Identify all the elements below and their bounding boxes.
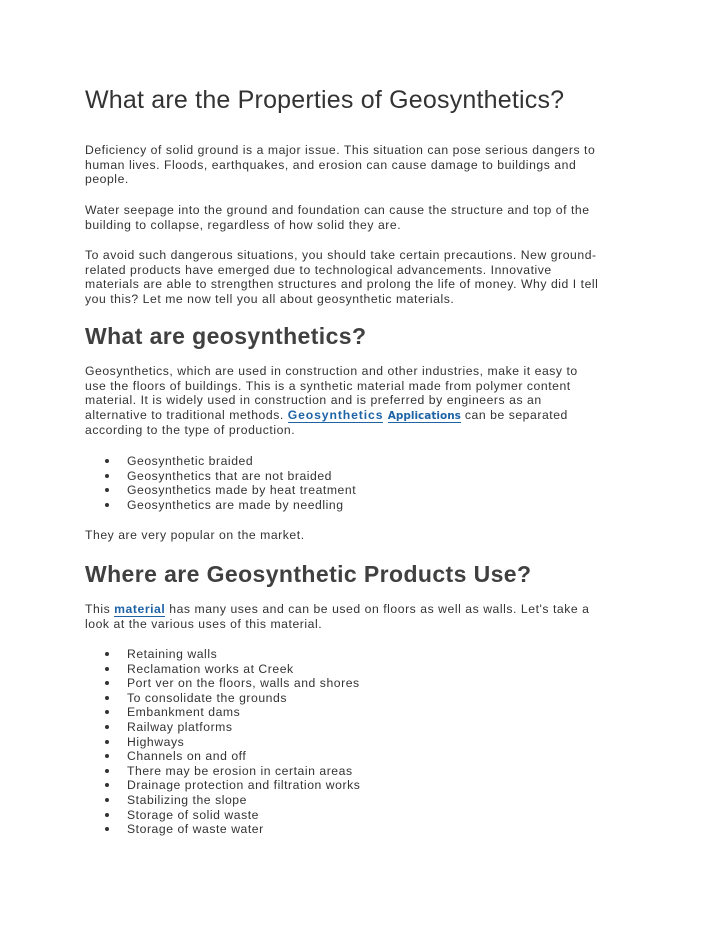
list-item: [85, 691, 360, 706]
material-link[interactable]: [114, 602, 165, 617]
intro-paragraph-3: [85, 248, 640, 306]
bullet-icon: [105, 827, 109, 831]
text-line: according to the type of production.: [85, 423, 296, 438]
list-item: [85, 469, 356, 484]
list-item-label: Highways: [127, 734, 185, 749]
list-item: [85, 662, 360, 677]
list-item: [85, 735, 360, 750]
bullet-icon: [105, 710, 109, 714]
bullet-icon: [105, 459, 109, 463]
list-item: [85, 778, 360, 793]
link-text-geosynthetics: Geosynthetics: [287, 407, 384, 422]
list-item: [85, 793, 360, 808]
intro-paragraph-2: [85, 203, 640, 232]
list-item: [85, 454, 356, 469]
text-line: materials are able to strengthen structures and prolong the life of money. Why did I tell: [85, 277, 599, 292]
bullet-icon: [105, 667, 109, 671]
text-line: human lives. Floods, earthquakes, and erosion can cause damage to buildings and: [85, 157, 577, 172]
list-item: [85, 647, 360, 662]
text-line: Geosynthetics, which are used in construction and other industries, make it easy to: [85, 364, 578, 378]
uses-list: [85, 647, 360, 837]
list-item-label: Stabilizing the slope: [127, 792, 247, 807]
list-item-label: Port ver on the floors, walls and shores: [127, 676, 360, 691]
production-types-list: [85, 454, 356, 512]
bullet-icon: [105, 783, 109, 787]
text-line: [85, 408, 640, 424]
bullet-icon: [105, 813, 109, 817]
list-item: [85, 483, 356, 498]
geosynthetics-applications-link[interactable]: [288, 408, 461, 422]
text-line: use the floors of buildings. This is a synthetic material made from polymer content: [85, 378, 571, 393]
list-item: [85, 720, 360, 735]
page-title: What are the Properties of Geosynthetics?: [85, 86, 565, 114]
text-segment: has many uses and can be used on floors as well as walls. Let's take a: [165, 602, 590, 616]
list-item-label: Retaining walls: [127, 647, 218, 661]
section-heading-what-are-geosynthetics: What are geosynthetics?: [85, 323, 367, 349]
section-heading-where-are-products-used: Where are Geosynthetic Products Use?: [85, 561, 532, 587]
bullet-icon: [105, 696, 109, 700]
list-item: [85, 808, 360, 823]
list-item-label: Reclamation works at Creek: [127, 661, 294, 676]
list-item: [85, 705, 360, 720]
text-line: Deficiency of solid ground is a major issue. This situation can pose serious dangers to: [85, 143, 596, 157]
list-item-label: Storage of solid waste: [127, 807, 260, 822]
link-text-applications: Applications: [387, 409, 461, 422]
text-line: material. It is widely used in construction and is preferred by engineers as an: [85, 393, 542, 408]
section2-paragraph: [85, 602, 640, 631]
list-item-label: Geosynthetic braided: [127, 454, 254, 468]
list-item: [85, 676, 360, 691]
text-line: you this? Let me now tell you all about geosynthetic materials.: [85, 291, 455, 306]
text-line: look at the various uses of this material.: [85, 616, 323, 631]
link-text-material: material: [114, 602, 166, 616]
list-item-label: There may be erosion in certain areas: [127, 763, 353, 778]
bullet-icon: [105, 503, 109, 507]
text-line: building to collapse, regardless of how solid they are.: [85, 217, 402, 232]
list-item-label: Channels on and off: [127, 749, 247, 764]
text-line: [85, 602, 640, 617]
text-line: related products have emerged due to technological advancements. Innovative: [85, 262, 552, 277]
text-segment: This: [85, 602, 115, 616]
bullet-icon: [105, 725, 109, 729]
bullet-icon: [105, 681, 109, 685]
section1-paragraph: [85, 364, 640, 438]
list-item-label: Geosynthetics are made by needling: [127, 497, 344, 512]
list-item: [85, 822, 360, 837]
list-item: [85, 764, 360, 779]
intro-paragraph-1: [85, 143, 640, 187]
list-item-label: Storage of waste water: [127, 822, 264, 837]
text-line: Water seepage into the ground and foundation can cause the structure and top of the: [85, 203, 590, 217]
bullet-icon: [105, 474, 109, 478]
list-item: [85, 749, 360, 764]
bullet-icon: [105, 754, 109, 758]
bullet-icon: [105, 798, 109, 802]
list-item-label: Railway platforms: [127, 719, 233, 734]
text-segment: can be separated: [460, 407, 568, 422]
list-item-label: To consolidate the grounds: [127, 690, 287, 705]
text-line: To avoid such dangerous situations, you should take certain precautions. New ground-: [85, 248, 597, 262]
text-line: They are very popular on the market.: [85, 528, 305, 542]
text-segment: alternative to traditional methods.: [85, 407, 288, 422]
section1-closing: [85, 528, 640, 543]
bullet-icon: [105, 652, 109, 656]
list-item-label: Geosynthetics made by heat treatment: [127, 483, 357, 498]
list-item: [85, 498, 356, 513]
bullet-icon: [105, 740, 109, 744]
list-item-label: Drainage protection and filtration works: [127, 778, 361, 793]
bullet-icon: [105, 488, 109, 492]
list-item-label: Embankment dams: [127, 705, 241, 720]
text-line: people.: [85, 172, 129, 187]
list-item-label: Geosynthetics that are not braided: [127, 468, 333, 483]
bullet-icon: [105, 769, 109, 773]
